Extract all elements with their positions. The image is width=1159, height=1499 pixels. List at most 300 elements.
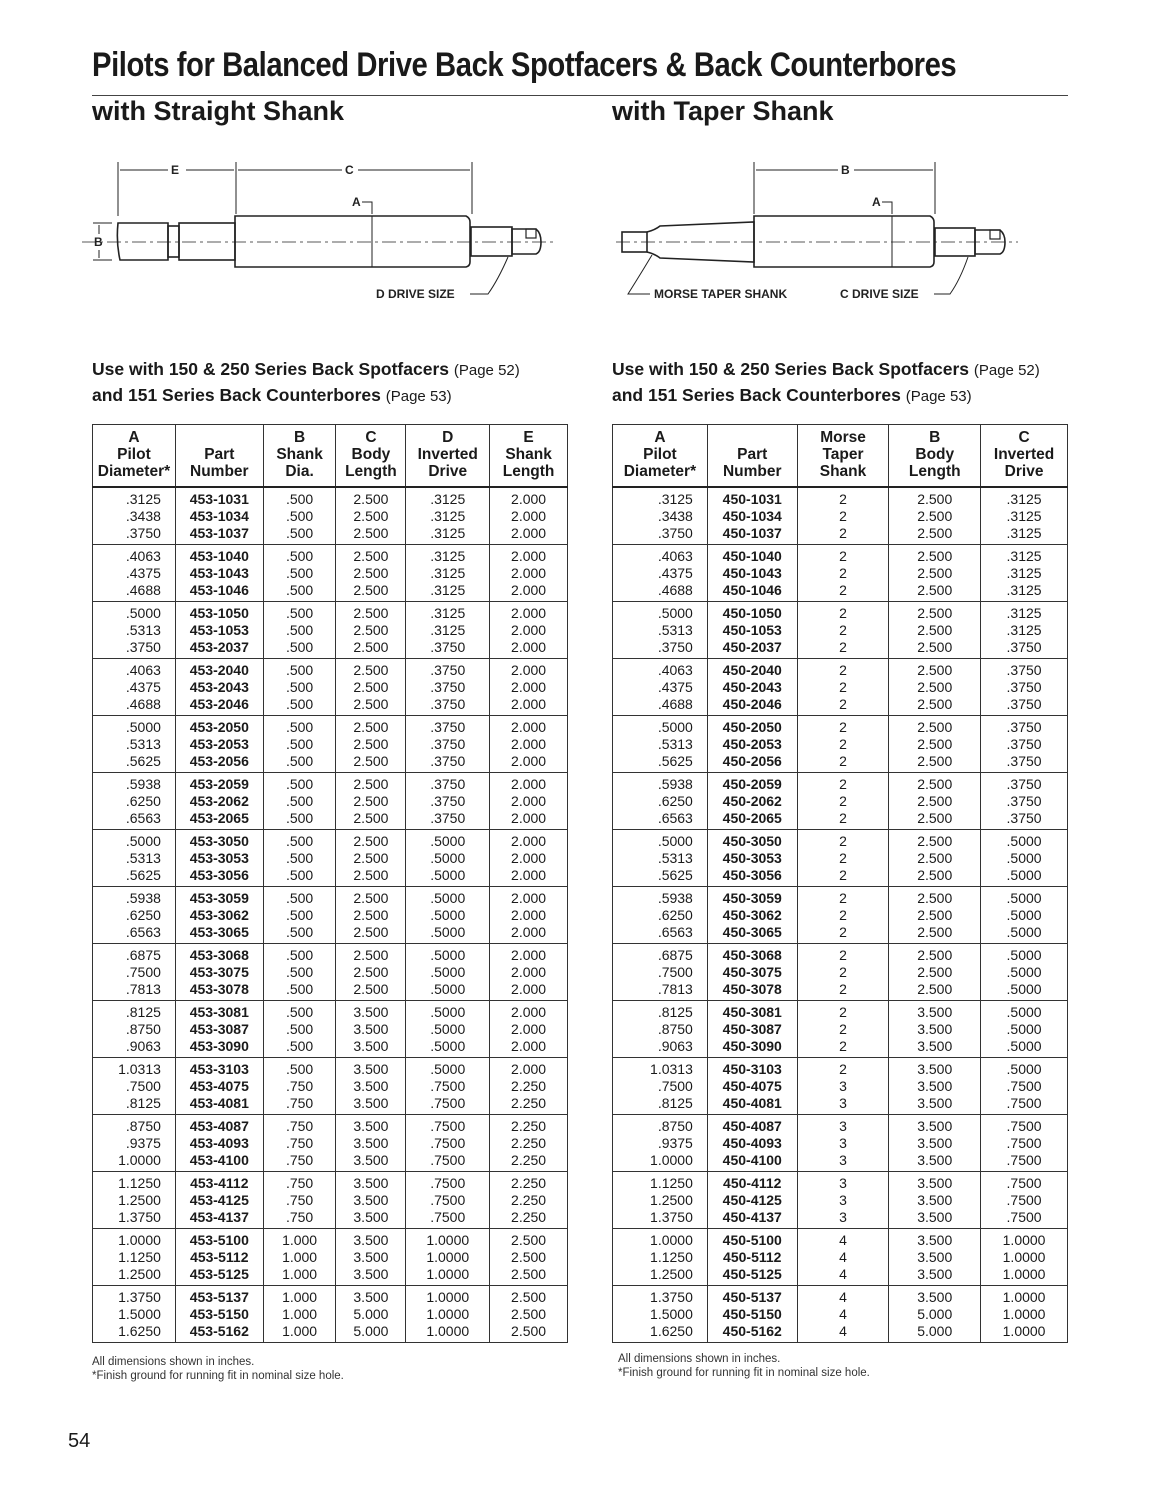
header-line: Shank [505, 446, 552, 463]
morse-taper-shank-cell: 2 [797, 1021, 889, 1038]
body-length-cell: 3.500 [336, 1249, 406, 1266]
morse-taper-shank-cell: 4 [797, 1249, 889, 1266]
part-number-cell: 453-1046 [175, 582, 263, 602]
inverted-drive-cell: .3750 [406, 716, 490, 737]
shank-length-cell: 2.000 [490, 679, 568, 696]
part-number-cell: 453-3087 [175, 1021, 263, 1038]
part-number-cell: 453-1034 [175, 508, 263, 525]
body-length-cell: 2.500 [336, 887, 406, 908]
morse-taper-shank-cell: 2 [797, 944, 889, 965]
body-length-cell: 2.500 [889, 887, 981, 908]
table-row [93, 1192, 568, 1209]
pilot-diameter-cell: .7813 [613, 981, 708, 1001]
morse-taper-shank-cell: 3 [797, 1135, 889, 1152]
morse-taper-shank-cell: 4 [797, 1229, 889, 1250]
shank-dia-cell: .500 [263, 582, 336, 602]
part-number-cell: 450-1046 [707, 582, 797, 602]
body-length-cell: 2.500 [889, 679, 981, 696]
pilot-diameter-cell: .4063 [93, 545, 176, 566]
shank-dia-cell: .500 [263, 850, 336, 867]
row-group [93, 830, 568, 887]
pilot-diameter-cell: .5000 [613, 602, 708, 623]
shank-length-cell: 2.000 [490, 602, 568, 623]
body-length-cell: 2.500 [889, 602, 981, 623]
part-number-cell: 450-1043 [707, 565, 797, 582]
part-number-cell: 450-3103 [707, 1058, 797, 1079]
part-number-cell: 450-1031 [707, 487, 797, 508]
table-row [93, 639, 568, 659]
footnote-units: All dimensions shown in inches. [92, 1356, 255, 1368]
table-row [93, 981, 568, 1001]
table-row [93, 830, 568, 851]
table-row [613, 1115, 1068, 1136]
shank-dia-cell: .500 [263, 639, 336, 659]
part-number-cell: 453-4093 [175, 1135, 263, 1152]
inverted-drive-cell: .7500 [981, 1135, 1068, 1152]
row-group [613, 487, 1068, 545]
inverted-drive-cell: .5000 [406, 981, 490, 1001]
shank-dia-cell: 1.000 [263, 1266, 336, 1286]
header-line: Number [190, 463, 249, 480]
inverted-drive-cell: .3125 [981, 582, 1068, 602]
morse-taper-shank-cell: 2 [797, 487, 889, 508]
table-row [93, 1229, 568, 1250]
part-number-cell: 453-3075 [175, 964, 263, 981]
body-length-cell: 3.500 [336, 1229, 406, 1250]
inverted-drive-cell: .7500 [406, 1152, 490, 1172]
inverted-drive-cell: .3750 [981, 810, 1068, 830]
shank-length-cell: 2.500 [490, 1249, 568, 1266]
header-line [708, 429, 797, 446]
body-length-cell: 3.500 [336, 1058, 406, 1079]
pilot-diameter-cell: .5938 [613, 773, 708, 794]
row-group [613, 1286, 1068, 1343]
column-header-inverted-drive [406, 425, 490, 488]
table-row [93, 907, 568, 924]
morse-taper-shank-cell: 2 [797, 508, 889, 525]
body-length-cell: 3.500 [336, 1078, 406, 1095]
row-group [93, 1058, 568, 1115]
body-length-cell: 2.500 [889, 508, 981, 525]
inverted-drive-cell: .3750 [981, 639, 1068, 659]
inverted-drive-cell: .3750 [406, 773, 490, 794]
pilot-diameter-cell: .5625 [93, 753, 176, 773]
pilot-diameter-cell: .4688 [93, 696, 176, 716]
shank-length-cell: 2.000 [490, 736, 568, 753]
inverted-drive-cell: .5000 [406, 1058, 490, 1079]
table-row [613, 487, 1068, 508]
inverted-drive-cell: .3125 [981, 508, 1068, 525]
table-row [93, 565, 568, 582]
shank-dia-cell: .500 [263, 867, 336, 887]
morse-taper-shank-cell: 3 [797, 1078, 889, 1095]
row-group [613, 1058, 1068, 1115]
header-line [176, 429, 263, 446]
body-length-cell: 3.500 [889, 1192, 981, 1209]
body-length-cell: 3.500 [336, 1038, 406, 1058]
dim-b-label: B [841, 163, 850, 177]
pilot-diameter-cell: .3750 [93, 639, 176, 659]
header-line: Diameter* [97, 463, 171, 480]
pilot-diameter-cell: .5625 [613, 867, 708, 887]
inverted-drive-cell: .3125 [406, 565, 490, 582]
inverted-drive-cell: .5000 [406, 924, 490, 944]
morse-taper-shank-cell: 4 [797, 1286, 889, 1307]
inverted-drive-cell: 1.0000 [406, 1229, 490, 1250]
pilot-diameter-cell: 1.0000 [613, 1152, 708, 1172]
table-row [613, 867, 1068, 887]
part-number-cell: 450-5150 [707, 1306, 797, 1323]
pilot-diameter-cell: .9375 [613, 1135, 708, 1152]
shank-length-cell: 2.000 [490, 622, 568, 639]
pilot-diameter-cell: .4063 [93, 659, 176, 680]
part-number-cell: 450-3090 [707, 1038, 797, 1058]
morse-taper-shank-cell: 2 [797, 810, 889, 830]
page-ref-1: (Page 52) [973, 362, 1040, 379]
shank-length-cell: 2.500 [490, 1266, 568, 1286]
column-header-inverted-drive [981, 425, 1068, 488]
inverted-drive-cell: .5000 [981, 944, 1068, 965]
body-length-cell: 2.500 [889, 622, 981, 639]
body-length-cell: 3.500 [336, 1209, 406, 1229]
column-header-body-length [889, 425, 981, 488]
header-line: Length [908, 463, 961, 480]
inverted-drive-cell: .3125 [981, 487, 1068, 508]
shank-length-cell: 2.250 [490, 1209, 568, 1229]
part-number-cell: 450-4137 [707, 1209, 797, 1229]
pilot-diameter-cell: .4375 [613, 565, 708, 582]
body-length-cell: 2.500 [336, 582, 406, 602]
shank-dia-cell: .500 [263, 736, 336, 753]
row-group [93, 487, 568, 545]
row-group [93, 1115, 568, 1172]
body-length-cell: 3.500 [336, 1286, 406, 1307]
body-length-cell: 2.500 [889, 582, 981, 602]
morse-taper-shank-cell: 2 [797, 565, 889, 582]
inverted-drive-cell: 1.0000 [981, 1286, 1068, 1307]
shank-dia-cell: .500 [263, 773, 336, 794]
dim-c-label: C [345, 163, 354, 177]
body-length-cell: 3.500 [336, 1115, 406, 1136]
morse-taper-shank-cell: 2 [797, 830, 889, 851]
inverted-drive-cell: .5000 [981, 850, 1068, 867]
inverted-drive-cell: .5000 [981, 1021, 1068, 1038]
table-row [93, 773, 568, 794]
row-group [613, 1229, 1068, 1286]
inverted-drive-cell: .5000 [981, 981, 1068, 1001]
part-number-cell: 453-4112 [175, 1172, 263, 1193]
shank-length-cell: 2.250 [490, 1152, 568, 1172]
shank-length-cell: 2.000 [490, 582, 568, 602]
table-row [93, 1306, 568, 1323]
morse-taper-shank-cell: 2 [797, 981, 889, 1001]
shank-dia-cell: .500 [263, 602, 336, 623]
part-number-cell: 453-1037 [175, 525, 263, 545]
pilot-diameter-cell: .8125 [93, 1095, 176, 1115]
shank-dia-cell: .500 [263, 964, 336, 981]
body-length-cell: 2.500 [336, 659, 406, 680]
pilot-diameter-cell: .5000 [613, 716, 708, 737]
body-length-cell: 2.500 [336, 907, 406, 924]
part-number-cell: 450-4112 [707, 1172, 797, 1193]
straight-shank-heading: with Straight Shank [92, 96, 345, 126]
inverted-drive-cell: .7500 [981, 1172, 1068, 1193]
body-length-cell: 3.500 [336, 1095, 406, 1115]
table-row [93, 1021, 568, 1038]
table-row [613, 1001, 1068, 1022]
body-length-cell: 2.500 [889, 545, 981, 566]
table-row [613, 1192, 1068, 1209]
pilot-diameter-cell: 1.0000 [613, 1229, 708, 1250]
table-row [93, 924, 568, 944]
part-number-cell: 453-5150 [175, 1306, 263, 1323]
body-length-cell: 2.500 [889, 696, 981, 716]
header-line: Drive [428, 463, 468, 480]
part-number-cell: 450-4093 [707, 1135, 797, 1152]
morse-taper-shank-cell: 2 [797, 602, 889, 623]
pilot-diameter-cell: 1.6250 [93, 1323, 176, 1343]
part-number-cell: 450-2059 [707, 773, 797, 794]
table-row [93, 810, 568, 830]
inverted-drive-cell: .5000 [981, 924, 1068, 944]
pilot-diameter-cell: .6250 [93, 907, 176, 924]
shank-length-cell: 2.000 [490, 1021, 568, 1038]
shank-dia-cell: .500 [263, 753, 336, 773]
part-number-cell: 453-2059 [175, 773, 263, 794]
inverted-drive-cell: .7500 [981, 1078, 1068, 1095]
shank-length-cell: 2.250 [490, 1135, 568, 1152]
body-length-cell: 3.500 [889, 1095, 981, 1115]
body-length-cell: 2.500 [336, 602, 406, 623]
shank-dia-cell: .500 [263, 679, 336, 696]
part-number-cell: 450-5137 [707, 1286, 797, 1307]
shank-dia-cell: .500 [263, 622, 336, 639]
pilot-diameter-cell: .7813 [93, 981, 176, 1001]
shank-dia-cell: .500 [263, 545, 336, 566]
morse-taper-shank-cell: 4 [797, 1323, 889, 1343]
part-number-cell: 453-5125 [175, 1266, 263, 1286]
part-number-cell: 453-2040 [175, 659, 263, 680]
shank-length-cell: 2.000 [490, 508, 568, 525]
shank-dia-cell: .750 [263, 1078, 336, 1095]
shank-length-cell: 2.000 [490, 773, 568, 794]
inverted-drive-cell: .5000 [406, 944, 490, 965]
pilot-diameter-cell: 1.0000 [93, 1229, 176, 1250]
inverted-drive-cell: 1.0000 [981, 1249, 1068, 1266]
body-length-cell: 2.500 [889, 525, 981, 545]
table-row [613, 944, 1068, 965]
footnote-units: All dimensions shown in inches. [618, 1353, 781, 1365]
shank-dia-cell: .500 [263, 907, 336, 924]
row-group [613, 716, 1068, 773]
pilot-diameter-cell: 1.3750 [613, 1209, 708, 1229]
body-length-cell: 2.500 [889, 716, 981, 737]
body-length-cell: 2.500 [336, 753, 406, 773]
inverted-drive-cell: .3750 [981, 659, 1068, 680]
pilot-diameter-cell: .8750 [93, 1021, 176, 1038]
body-length-cell: 2.500 [889, 487, 981, 508]
inverted-drive-cell: 1.0000 [406, 1306, 490, 1323]
pilot-diameter-cell: .6875 [93, 944, 176, 965]
table-row [613, 981, 1068, 1001]
table-row [613, 508, 1068, 525]
part-number-cell: 450-2056 [707, 753, 797, 773]
body-length-cell: 2.500 [889, 639, 981, 659]
part-number-cell: 453-1040 [175, 545, 263, 566]
header-row [613, 425, 1068, 488]
shank-dia-cell: .500 [263, 887, 336, 908]
pilot-diameter-cell: 1.0000 [93, 1152, 176, 1172]
inverted-drive-cell: .3750 [406, 696, 490, 716]
column-header-part-number [707, 425, 797, 488]
table-row [613, 582, 1068, 602]
table-row [613, 753, 1068, 773]
row-group [613, 944, 1068, 1001]
page-title: Pilots for Balanced Drive Back Spotfacers & Back Counterbores [92, 46, 957, 84]
inverted-drive-cell: .3750 [406, 793, 490, 810]
morse-taper-shank-cell: 2 [797, 773, 889, 794]
pilot-diameter-cell: .5000 [613, 830, 708, 851]
row-group [93, 1229, 568, 1286]
inverted-drive-cell: .5000 [981, 1001, 1068, 1022]
row-group [93, 1286, 568, 1343]
table-row [93, 659, 568, 680]
column-header-part-number [175, 425, 263, 488]
inverted-drive-cell: .3125 [406, 545, 490, 566]
pilot-diameter-cell: .5938 [93, 773, 176, 794]
part-number-cell: 453-3056 [175, 867, 263, 887]
header-line: E [523, 429, 534, 446]
body-length-cell: 2.500 [336, 679, 406, 696]
inverted-drive-cell: .3125 [406, 508, 490, 525]
morse-taper-shank-cell: 2 [797, 639, 889, 659]
part-number-cell: 450-3059 [707, 887, 797, 908]
part-number-cell: 450-1037 [707, 525, 797, 545]
inverted-drive-cell: .3750 [981, 736, 1068, 753]
body-length-cell: 3.500 [336, 1152, 406, 1172]
table-row [93, 1286, 568, 1307]
inverted-drive-cell: .5000 [981, 1038, 1068, 1058]
part-number-cell: 453-2062 [175, 793, 263, 810]
table-row [613, 525, 1068, 545]
table-row [613, 1172, 1068, 1193]
shank-dia-cell: .750 [263, 1135, 336, 1152]
pilot-diameter-cell: 1.2500 [93, 1192, 176, 1209]
pilot-diameter-cell: 1.0313 [613, 1058, 708, 1079]
header-line: Pilot [643, 446, 677, 463]
part-number-cell: 450-2043 [707, 679, 797, 696]
morse-taper-shank-cell: 2 [797, 736, 889, 753]
header-line: A [128, 429, 140, 446]
part-number-cell: 453-2056 [175, 753, 263, 773]
shank-length-cell: 2.000 [490, 659, 568, 680]
morse-taper-shank-cell: 2 [797, 1001, 889, 1022]
inverted-drive-cell: .3750 [406, 639, 490, 659]
part-number-cell: 453-3068 [175, 944, 263, 965]
body-length-cell: 3.500 [889, 1172, 981, 1193]
morse-taper-shank-cell: 4 [797, 1266, 889, 1286]
shank-length-cell: 2.000 [490, 1001, 568, 1022]
shank-dia-cell: .500 [263, 565, 336, 582]
pilot-diameter-cell: .9375 [93, 1135, 176, 1152]
inverted-drive-cell: .5000 [406, 907, 490, 924]
pilot-diameter-cell: .4063 [613, 545, 708, 566]
pilot-diameter-cell: 1.5000 [613, 1306, 708, 1323]
body-length-cell: 5.000 [336, 1306, 406, 1323]
part-number-cell: 450-3056 [707, 867, 797, 887]
table-row [613, 1323, 1068, 1343]
header-line: Morse [820, 429, 866, 446]
shank-dia-cell: 1.000 [263, 1249, 336, 1266]
part-number-cell: 453-3081 [175, 1001, 263, 1022]
part-number-cell: 450-4087 [707, 1115, 797, 1136]
morse-taper-shank-cell: 3 [797, 1172, 889, 1193]
shank-dia-cell: .500 [263, 487, 336, 508]
shank-length-cell: 2.000 [490, 525, 568, 545]
shank-length-cell: 2.000 [490, 487, 568, 508]
shank-length-cell: 2.250 [490, 1192, 568, 1209]
table-row [93, 736, 568, 753]
part-number-cell: 453-2043 [175, 679, 263, 696]
footnote-finish: *Finish ground for running fit in nominal size hole. [92, 1370, 344, 1382]
column-header-pilot-diameter [613, 425, 708, 488]
body-length-cell: 3.500 [336, 1192, 406, 1209]
pilot-diameter-cell: .5313 [93, 622, 176, 639]
morse-taper-shank-cell: 2 [797, 696, 889, 716]
pilot-diameter-cell: .5313 [613, 850, 708, 867]
header-line: Pilot [117, 446, 151, 463]
table-row [93, 582, 568, 602]
body-length-cell: 3.500 [336, 1135, 406, 1152]
pilot-diameter-cell: .6563 [613, 924, 708, 944]
inverted-drive-cell: 1.0000 [406, 1266, 490, 1286]
header-line: B [293, 429, 306, 446]
table-row [613, 1021, 1068, 1038]
inverted-drive-cell: .3750 [406, 659, 490, 680]
body-length-cell: 5.000 [889, 1323, 981, 1343]
shank-length-cell: 2.000 [490, 793, 568, 810]
inverted-drive-cell: .7500 [406, 1192, 490, 1209]
table-row [613, 1286, 1068, 1307]
inverted-drive-cell: .3125 [981, 622, 1068, 639]
part-number-cell: 450-2046 [707, 696, 797, 716]
body-length-cell: 2.500 [889, 830, 981, 851]
header-line: A [654, 429, 666, 446]
part-number-cell: 450-3087 [707, 1021, 797, 1038]
body-length-cell: 2.500 [336, 944, 406, 965]
shank-length-cell: 2.000 [490, 639, 568, 659]
part-number-cell: 453-2037 [175, 639, 263, 659]
body-length-cell: 2.500 [889, 944, 981, 965]
table-row [93, 508, 568, 525]
pilot-diameter-cell: 1.1250 [613, 1172, 708, 1193]
part-number-cell: 450-4075 [707, 1078, 797, 1095]
inverted-drive-cell: .3125 [406, 622, 490, 639]
shank-dia-cell: .500 [263, 981, 336, 1001]
shank-length-cell: 2.000 [490, 924, 568, 944]
shank-dia-cell: 1.000 [263, 1286, 336, 1307]
table-row [93, 793, 568, 810]
inverted-drive-cell: .5000 [981, 830, 1068, 851]
inverted-drive-cell: .7500 [406, 1172, 490, 1193]
table-row [613, 1209, 1068, 1229]
pilot-diameter-cell: 1.0313 [93, 1058, 176, 1079]
table-row [613, 639, 1068, 659]
morse-taper-label: MORSE TAPER SHANK [654, 287, 788, 301]
inverted-drive-cell: .7500 [981, 1192, 1068, 1209]
inverted-drive-cell: .3750 [981, 679, 1068, 696]
table-row [613, 716, 1068, 737]
